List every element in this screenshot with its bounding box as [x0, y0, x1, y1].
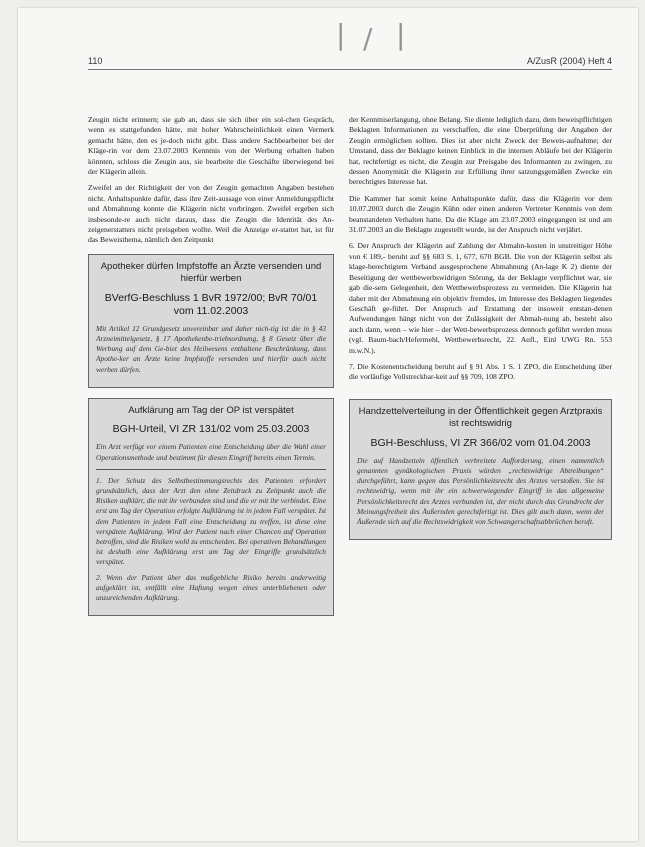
journal-reference: A/ZusR (2004) Heft 4: [526, 56, 612, 66]
box-title: Aufklärung am Tag der OP ist verspätet: [128, 404, 294, 416]
box-case-reference: BGH-Beschluss, VI ZR 366/02 vom 01.04.2003: [370, 436, 591, 449]
box-case-reference: BGH-Urteil, VI ZR 131/02 vom 25.03.2003: [112, 423, 310, 436]
scan-artifact-mark: /: [363, 22, 373, 55]
body-paragraph: 7. Die Kostenentscheidung beruht auf § 91 Abs. 1 S. 1 ZPO, die Entscheidung über die vorläufige Vollstreckbar-keit auf §§ 709, 108 ZPO.: [349, 361, 612, 382]
left-column: [88, 115, 334, 626]
box-title: Apotheker dürfen Impfstoffe an Ärzte versenden und hierfür werben: [100, 260, 322, 285]
right-column: [349, 115, 612, 550]
ruling-box-aufklaerung: [88, 398, 334, 616]
page-number: 110: [88, 56, 103, 66]
body-paragraph: Die Kammer hat somit keine Anhaltspunkte dafür, dass die Klägerin vor dem 10.07.2003 durch die Zeugin Kühn oder einen anderen Vertreter Kenntnis von dem beanstandeten Verhalten hatte. Da die Klage am 23.07.2003 eingegangen ist und am 31.07.2003 an die Beklagte zugestellt wurde, ist der Anspruch nicht verjährt.: [349, 193, 612, 235]
box-text: Die auf Handzetteln öffentlich verbreitete Aufforderung, einen namentlich genannten gynäkologischen Praxis würden „rechtswidrige Abtreibungen“ durchgeführt, kann gegen das Persönlichkeitsrecht des Arztes verstoßen. Sie ist rechtswidrig, wenn mit ihr ein schwerwiegender Eingriff in das allgemeine Persönlichkeitsrecht des Arztes verbunden ist, der nicht durch das Grundrecht der Meinungsfreiheit des Äußernden gerechtfertigt ist. Dies gilt auch dann, wenn der Äußernde sich auf die Rechtswidrigkeit von Schwangerschaftsabbrüchen beruft.: [357, 455, 604, 526]
header-rule: [88, 69, 612, 70]
ruling-box-impfstoffe: [88, 254, 334, 388]
body-paragraph: Zeugin nicht erinnern; sie gab an, dass sie sich über ein sol-chen Gespräch, wenn es stattgefunden hätte, mit hoher Wahrscheinlichkeit einen Vermerk gemacht hätte, den es je-doch nicht gibt. Dass andere Sachbearbeiter bei der Kläge-rin vor dem 23.07.2003 Kenntnis von der Werbung erhalten haben könnten, schloss die Zeugin aus, sie bearbeite die Geschäfte überwiegend bei der Klägerin allein.: [88, 115, 334, 177]
box-case-reference: BVerfG-Beschluss 1 BvR 1972/00; BvR 70/01 vom 11.02.2003: [104, 291, 318, 317]
body-paragraph: Zweifel an der Richtigkeit der von der Zeugin gemachten Angaben bestehen nicht. Anhaltspunkte dafür, dass ihre Zeit-aussage von einer Anmeldungspflicht und Abmahnung konnte die Klägerin nicht vorbringen. Zweifel ergeben sich insbesonde-re auch nicht daraus, dass die Zeugin die Identität des An-zeigenerstatters nicht preisgeben wollte. Weil die Anzeige er-stattet hat, ist für das Beweisthema, nämlich den Zeitpunkt: [88, 183, 334, 245]
box-text: 2. Wenn der Patient über das maßgebliche Risiko bereits anderweitig aufgeklärt ist, entfällt eine Haftung wegen eines unterbliebenen oder unzureichenden Aufklärung.: [96, 572, 326, 603]
box-text: Mit Artikel 12 Grundgesetz unvereinbar und daher nich-tig ist die in § 43 Arzneimittelgesetz, § 17 Apothekenbe-triebsordnung, § 8 Gesetz über die Werbung auf dem Ge-biet des Heilwesens enthaltene Beschränkung, dass Apothe-ker an Ärzte keine Impfstoffe versenden und hierfür auch nicht werben dürfen.: [96, 323, 326, 374]
ruling-box-handzettel: [349, 399, 612, 540]
box-title: Handzettelverteilung in der Öffentlichkeit gegen Arztpraxis ist rechtswidrig: [358, 405, 603, 430]
box-text: 1. Der Schutz des Selbstbestimmungsrechts des Patienten erfordert grundsätzlich, dass der Arzt den ohne Zeitdruck zu Zeitpunkt auch die Risiken aufklärt, die mit ihr verbunden sind und die er mit ihr verbindet. Eine erst am Tag der Operation erfolgte Aufklärung ist in jedem Fall verspätet. Ist dem Patienten in jedem Fall eine Entscheidung zu treffen, ist diese eine verspätete Aufklärung. Wird der Patient nach einer Chancen auf Operation betroffen, sind die Risiken wohl zu entscheiden. Bei operativen Behandlungen ist deshalb eine Aufklärung erst am Tag der Eingriffe grundsätzlich verspätet.: [96, 475, 326, 567]
body-paragraph: der Kenntniserlangung, ohne Belang. Sie diente lediglich dazu, dem beweispflichtigen Beklagten Informationen zu verschaffen, die eine Überprüfung der Angaben der Zeugin ermöglichen sollten. Dies ist aber nicht Zweck der Beweis-aufnahme; der Umstand, dass der Beklagte keinen Einblick in die internen Abläufe bei der Klägerin hat, rechtfertigt es nicht, die Zeugin zur Preisgabe des Informanten zu zwingen, zu dessen Anonymität die Klägerin zur Erfüllung ihrer satzungsgemäßen Zwecke ein berechtigtes Interesse hat.: [349, 115, 612, 187]
box-text: Ein Arzt verfügt vor einem Patienten eine Entscheidung über die Wahl einer Operationsmethode und bestimmt für diesen Eingriff bereits einen Termin.: [96, 442, 326, 462]
scan-artifact-mark: |: [396, 18, 406, 51]
box-separator: [96, 469, 326, 470]
body-paragraph: 6. Der Anspruch der Klägerin auf Zahlung der Abmahn-kosten in unstreitiger Höhe von € 189,- beruht auf §§ 683 S. 1, 677, 670 BGB. Die von der Klägerin selbst als klage-berechtigtem Verband ausgesprochene Abmahnung (An-lage K 2) diente der Beseitigung der wettbewerbswidrigen Störung, da der Beklagte verpflichtet war, sie gab die-sem Gelegenheit, den Wettbewerbsprozess zu vermeiden. Die Klägerin hat daher mit der Abmahnung ein objektiv fremdes, im Interesse des Beklagten liegendes Geschäft ge-führt. Der Anspruch auf Erstattung der insoweit entstan-denen Aufwendungen hängt nicht von der Zulässigkeit der Abmah-nung ab, besteht also auch dann, wenn – wie hier – der Wett-bewerbsprozess dennoch geführt werden muss (vgl. Baum-bach/Hefermehl, Wettbewerbsrecht, 22. Aufl., Einl UWG Rn. 553 m.w.N.).: [349, 241, 612, 355]
scan-artifact-mark: |: [336, 18, 346, 51]
